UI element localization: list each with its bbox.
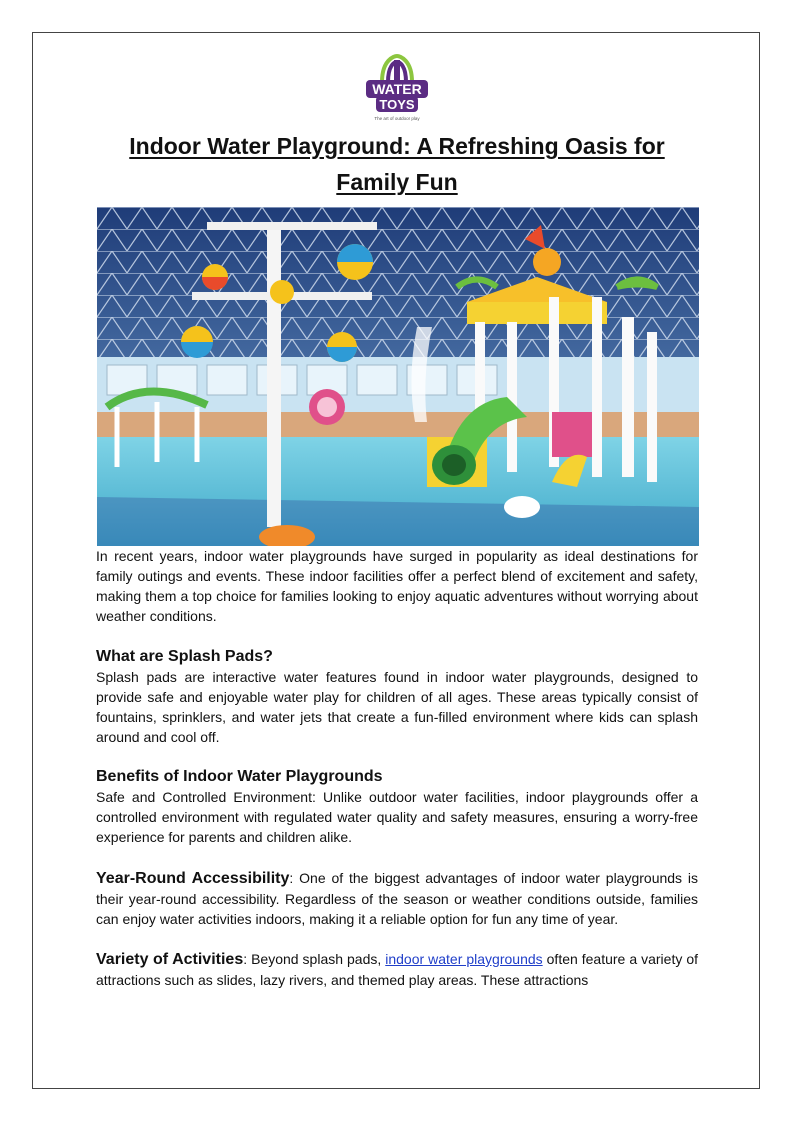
logo-brand-line1: WATER bbox=[372, 81, 422, 97]
splash-pads-paragraph: Splash pads are interactive water features found in indoor water playgrounds, designed to provide safe and enjoyable water play for children of all ages. These areas typically consist of fountains, sprinklers, and water jets that create a fun-filled environment where kids can splash around and cool off. bbox=[96, 669, 698, 745]
indoor-water-playground-photo-icon bbox=[97, 207, 699, 546]
splash-pads-heading: What are Splash Pads? bbox=[96, 648, 273, 665]
page-title: Indoor Water Playground: A Refreshing Oasis for Family Fun bbox=[129, 133, 665, 195]
water-toys-logo bbox=[360, 52, 434, 124]
logo-tagline: The art of outdoor play bbox=[374, 116, 420, 121]
variety-before-link: : Beyond splash pads, bbox=[243, 951, 386, 967]
year-round-paragraph bbox=[96, 868, 698, 929]
safe-environment-paragraph: Safe and Controlled Environment: Unlike outdoor water facilities, indoor playgrounds offer a controlled environment with regulated water quality and safety measures, ensuring a worry-free experience for parents and children alike. bbox=[96, 789, 698, 845]
benefits-heading: Benefits of Indoor Water Playgrounds bbox=[96, 768, 383, 785]
logo-brand-line2: TOYS bbox=[379, 97, 415, 112]
variety-lead: Variety of Activities bbox=[96, 951, 244, 968]
year-round-lead: Year-Round Accessibility bbox=[96, 870, 290, 887]
logo-graphic bbox=[360, 52, 434, 124]
intro-paragraph: In recent years, indoor water playgrounds have surged in popularity as ideal destinations for family outings and events. These indoor facilities offer a perfect blend of excitement and safety, making them a top choice for families looking to enjoy aquatic adventures without worrying about weather conditions. bbox=[96, 548, 698, 624]
variety-after-link: often feature a variety of attractions such as slides, lazy rivers, and themed play areas. These attractions bbox=[96, 951, 698, 988]
year-round-body: : One of the biggest advantages of indoor water playgrounds is their year-round accessibility. Regardless of the season or weather conditions outside, families can enjoy water activities indoors, making it a reliable option for fun any time of year. bbox=[96, 870, 699, 927]
variety-paragraph bbox=[96, 949, 698, 990]
hero-image bbox=[97, 207, 699, 546]
indoor-water-playgrounds-link[interactable]: indoor water playgrounds bbox=[385, 951, 543, 967]
